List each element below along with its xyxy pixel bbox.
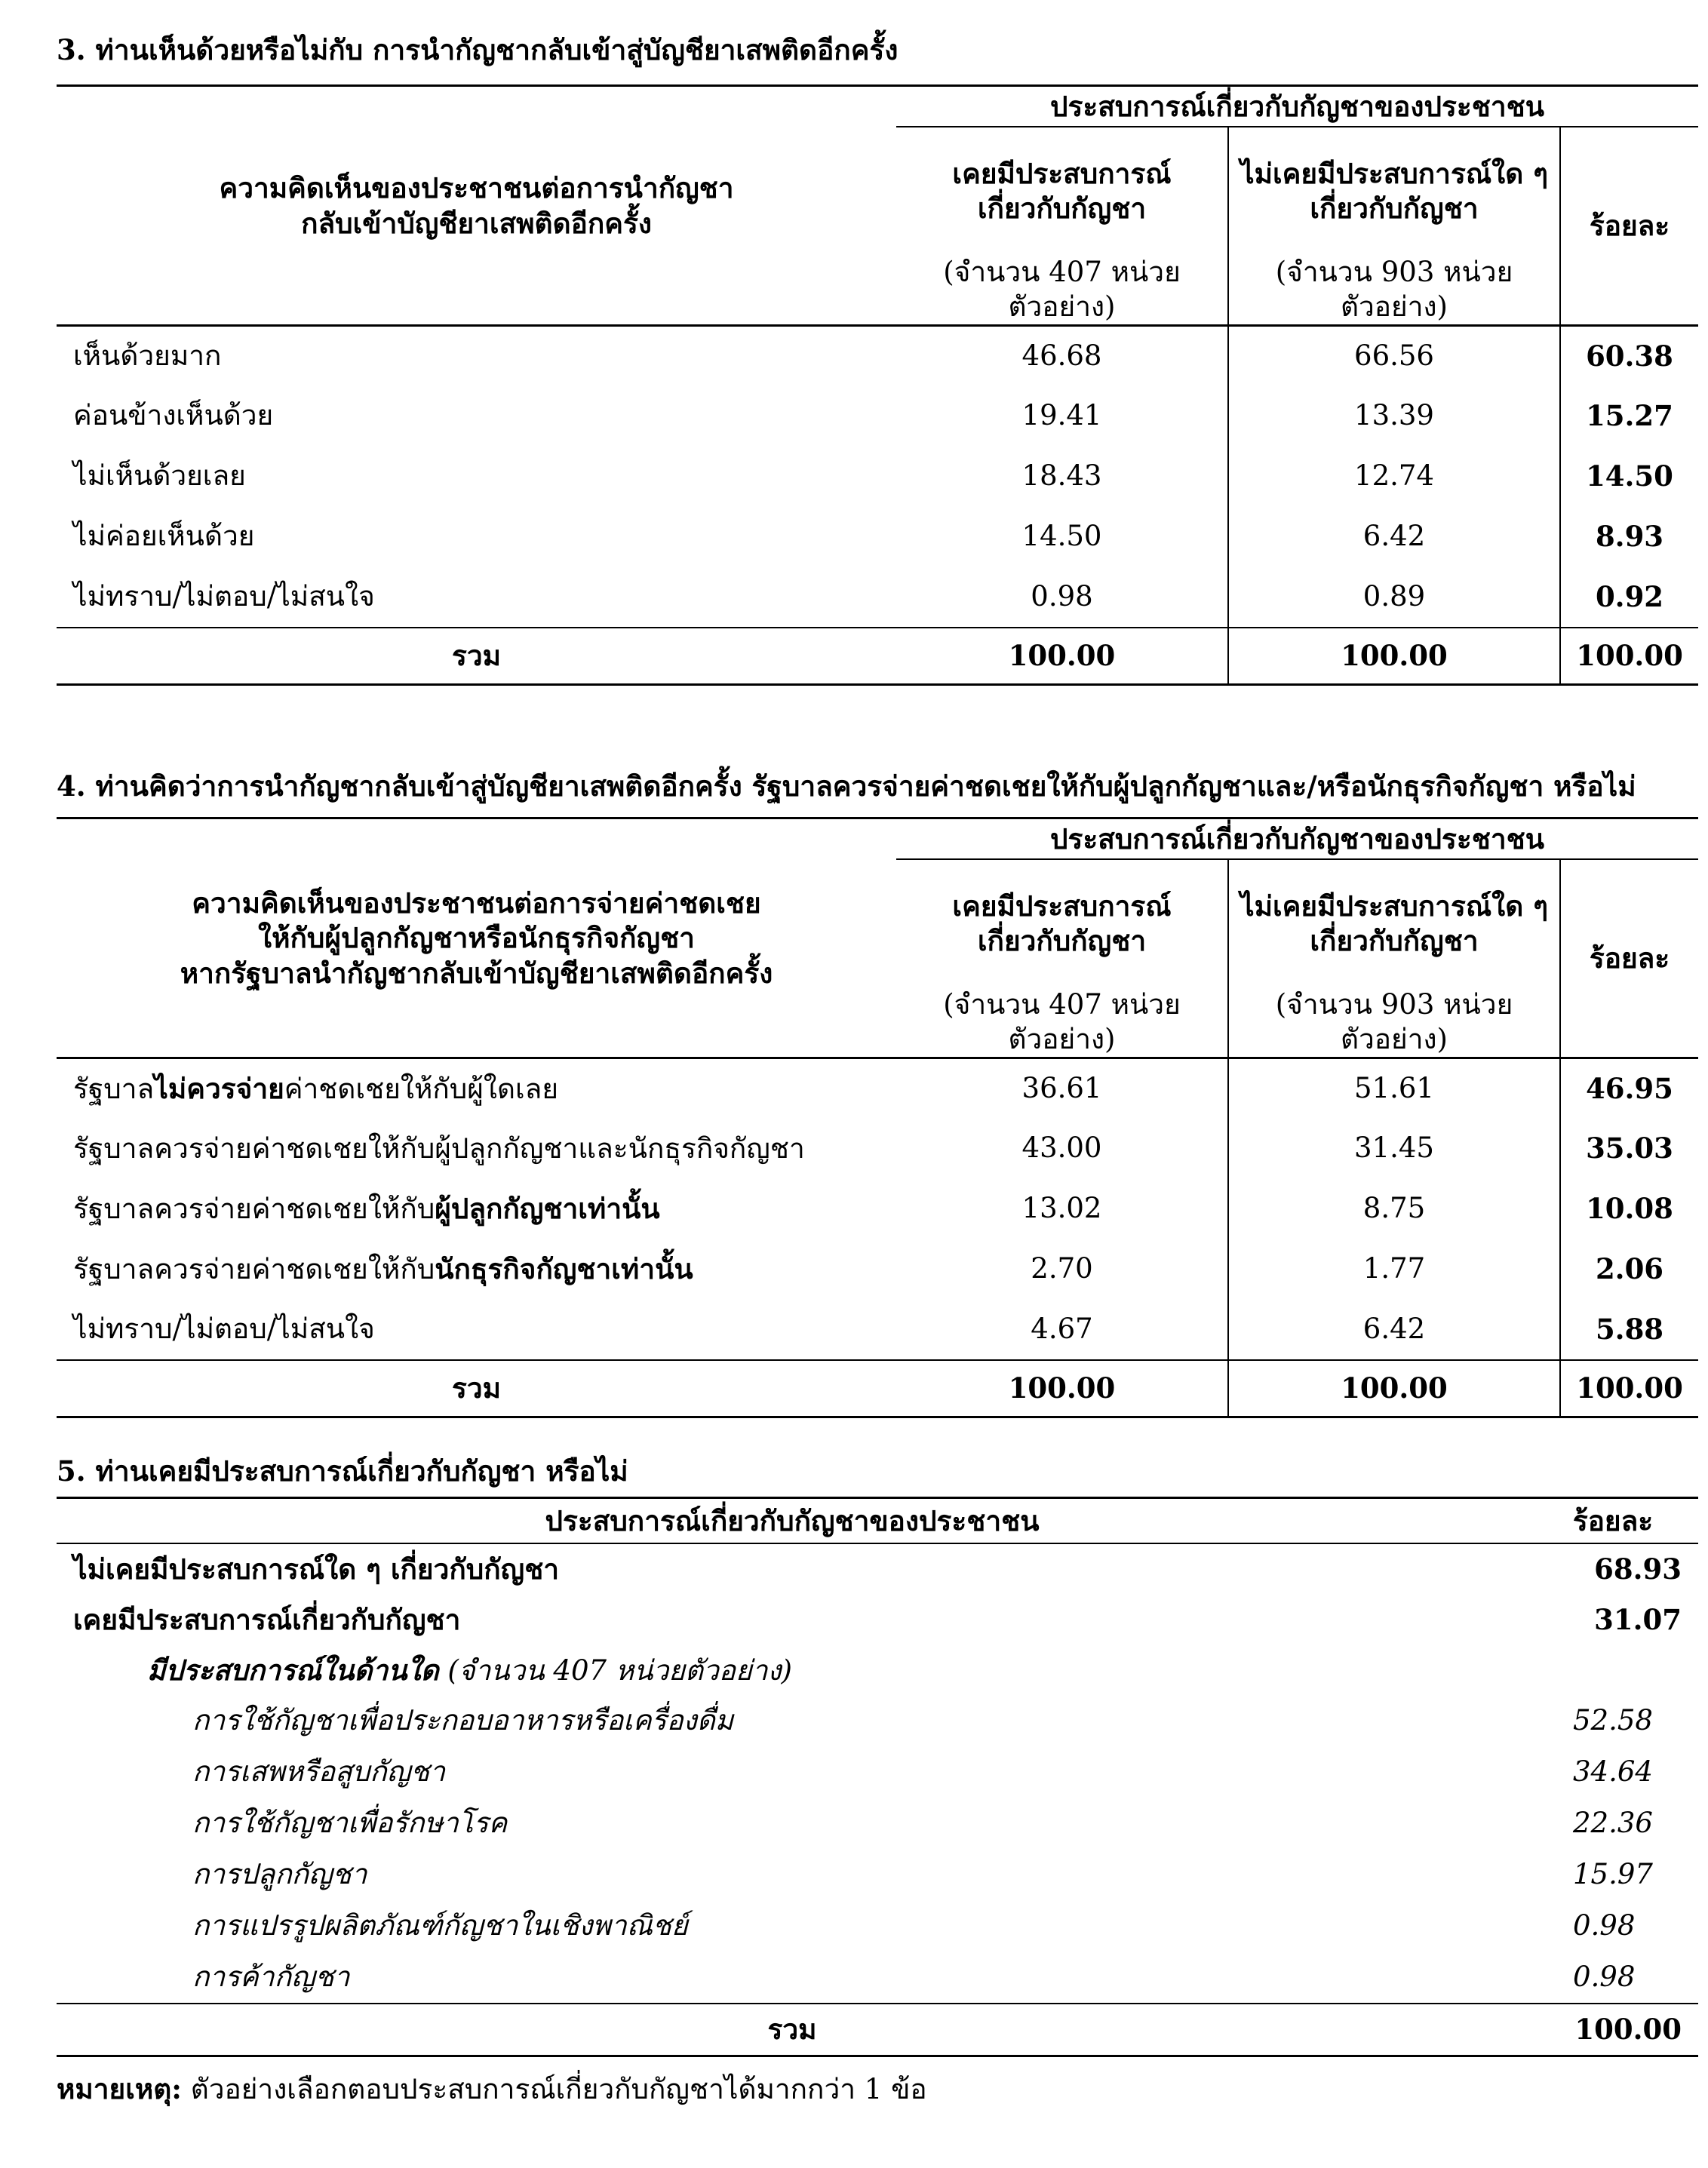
experienced-value: 0.98	[896, 567, 1228, 628]
row-label: ไม่ค่อยเห็นด้วย	[73, 520, 255, 553]
row-label	[57, 1239, 896, 1300]
inexperienced-total: 100.00	[1228, 628, 1560, 685]
sub-row-label: การแปรรูปผลิตภัณฑ์กัญชาในเชิงพาณิชย์	[192, 1909, 688, 1942]
sub-heading-bold: มีประสบการณ์ในด้านใด	[147, 1653, 439, 1687]
list-item	[57, 1901, 1698, 1952]
row-label-text: รัฐบาล	[73, 1072, 155, 1105]
inexperienced-header-line-1: ไม่เคยมีประสบการณ์ใด ๆ	[1240, 156, 1548, 190]
experienced-header-line-1: เคยมีประสบการณ์	[952, 156, 1172, 190]
inexperienced-sample-size: (จำนวน 903 หน่วยตัวอย่าง)	[1228, 987, 1560, 1058]
percent-total: 100.00	[1560, 1360, 1698, 1417]
row-label-emphasis: ไม่ควรจ่าย	[154, 1071, 284, 1105]
inexperienced-header-line-2: เกี่ยวกับกัญชา	[1310, 192, 1479, 225]
experienced-sample-size: (จำนวน 407 หน่วยตัวอย่าง)	[896, 255, 1228, 326]
experienced-value: 4.67	[896, 1300, 1228, 1360]
inexperienced-column-header	[1228, 127, 1560, 255]
row-label: ไม่เคยมีประสบการณ์ใด ๆ เกี่ยวกับกัญชา	[73, 1552, 560, 1586]
inexperienced-column-header	[1228, 859, 1560, 987]
table-row	[57, 1239, 1698, 1300]
inexperienced-value: 12.74	[1228, 447, 1560, 507]
percent-value: 0.92	[1560, 567, 1698, 628]
experienced-header-line-1: เคยมีประสบการณ์	[952, 889, 1172, 923]
percent-value: 14.50	[1560, 447, 1698, 507]
percent-total: 100.00	[1528, 2004, 1698, 2056]
experienced-value: 2.70	[1031, 1252, 1093, 1285]
table-row	[57, 1119, 1698, 1179]
footnote	[57, 2067, 927, 2111]
list-item	[57, 1850, 1698, 1901]
row-label	[57, 1119, 896, 1179]
question-header-line-2: กลับเข้าบัญชียาเสพติดอีกครั้ง	[301, 206, 652, 240]
inexperienced-value: 8.75	[1228, 1179, 1560, 1239]
section-4-table	[57, 817, 1698, 1418]
total-label: รวม	[57, 1360, 896, 1417]
section-4-question-header	[57, 818, 896, 1058]
inexperienced-value: 1.77	[1228, 1239, 1560, 1300]
inexperienced-header-line-1: ไม่เคยมีประสบการณ์ใด ๆ	[1240, 889, 1548, 923]
total-label: รวม	[57, 628, 896, 685]
section-3-question-header	[57, 86, 896, 326]
experienced-total: 100.00	[896, 628, 1228, 685]
row-label-text: รัฐบาลควรจ่ายค่าชดเชยให้กับผู้ปลูกกัญชาและนักธุรกิจกัญชา	[73, 1132, 805, 1165]
inexperienced-value: 66.56	[1228, 326, 1560, 386]
percent-value: 15.27	[1560, 386, 1698, 447]
sub-row-label: การเสพหรือสูบกัญชา	[192, 1755, 446, 1789]
table-row	[57, 1058, 1698, 1119]
table-row	[57, 1300, 1698, 1360]
experienced-value: 46.68	[1021, 339, 1102, 373]
row-label-emphasis: นักธุรกิจกัญชาเท่านั้น	[435, 1251, 693, 1285]
section-5-title: 5. ท่านเคยมีประสบการณ์เกี่ยวกับกัญชา หรือไม่	[57, 1454, 628, 1488]
list-item	[57, 1747, 1698, 1798]
experienced-header-line-2: เกี่ยวกับกัญชา	[977, 192, 1147, 225]
percent-header: ร้อยละ	[1528, 1498, 1698, 1543]
table-row	[57, 326, 1698, 386]
experienced-value: 18.43	[1021, 459, 1102, 493]
total-row	[57, 1360, 1698, 1417]
percent-value: 35.03	[1560, 1119, 1698, 1179]
list-item	[57, 1952, 1698, 2004]
experience-header: ประสบการณ์เกี่ยวกับกัญชาของประชาชน	[57, 1498, 1528, 1543]
sub-heading	[57, 1646, 1528, 1696]
inexperienced-sample-size: (จำนวน 903 หน่วยตัวอย่าง)	[1228, 255, 1560, 326]
sub-row-percent: 0.98	[1528, 1952, 1698, 2004]
row-label-text-end: ค่าชดเชยให้กับผู้ใดเลย	[284, 1072, 559, 1105]
sub-row-label: การปลูกกัญชา	[192, 1858, 367, 1891]
row-label: เห็นด้วยมาก	[73, 339, 222, 373]
experienced-value: 43.00	[1021, 1132, 1102, 1165]
experience-group-header: ประสบการณ์เกี่ยวกับกัญชาของประชาชน	[896, 818, 1698, 859]
total-row	[57, 2004, 1698, 2056]
sub-row-percent: 34.64	[1573, 1755, 1653, 1789]
experienced-value: 19.41	[1021, 399, 1102, 432]
footnote-label: หมายเหตุ:	[57, 2072, 182, 2105]
footnote-text: ตัวอย่างเลือกตอบประสบการณ์เกี่ยวกับกัญชาได้มากกว่า 1 ข้อ	[181, 2073, 927, 2105]
table-row	[57, 1543, 1698, 1595]
percent-total: 100.00	[1560, 628, 1698, 685]
sub-row-label: การใช้กัญชาเพื่อรักษาโรค	[192, 1807, 508, 1840]
section-5-table	[57, 1497, 1698, 2057]
row-label-text: รัฐบาลควรจ่ายค่าชดเชยให้กับ	[73, 1252, 435, 1285]
sub-row-label: การค้ากัญชา	[57, 1952, 1528, 2004]
experienced-value: 14.50	[1021, 520, 1102, 553]
experienced-header-line-2: เกี่ยวกับกัญชา	[977, 924, 1147, 957]
inexperienced-value: 31.45	[1228, 1119, 1560, 1179]
row-label	[57, 1058, 896, 1119]
table-row	[57, 447, 1698, 507]
percent-value: 2.06	[1560, 1239, 1698, 1300]
percent-value: 5.88	[1560, 1300, 1698, 1360]
sub-row-label: การใช้กัญชาเพื่อประกอบอาหารหรือเครื่องดื่ม	[192, 1704, 734, 1737]
percent-value: 46.95	[1560, 1058, 1698, 1119]
question-header-line-3: หากรัฐบาลนำกัญชากลับเข้าบัญชียาเสพติดอีกครั้ง	[180, 956, 773, 990]
total-row	[57, 628, 1698, 685]
percent-value: 68.93	[1594, 1552, 1682, 1586]
experienced-column-header	[896, 859, 1228, 987]
question-header-line-1: ความคิดเห็นของประชาชนต่อการจ่ายค่าชดเชย	[192, 886, 761, 920]
table-row	[57, 386, 1698, 447]
sub-row-percent: 22.36	[1573, 1807, 1653, 1840]
experienced-sample-size: (จำนวน 407 หน่วยตัวอย่าง)	[896, 987, 1228, 1058]
sub-row-percent: 15.97	[1573, 1858, 1653, 1891]
experienced-column-header	[896, 127, 1228, 255]
sub-row-percent: 0.98	[1573, 1909, 1636, 1942]
experienced-total: 100.00	[896, 1360, 1228, 1417]
table-row	[57, 1179, 1698, 1239]
sub-row-percent: 52.58	[1573, 1704, 1653, 1737]
inexperienced-value: 6.42	[1228, 1300, 1560, 1360]
section-3-title: 3. ท่านเห็นด้วยหรือไม่กับ การนำกัญชากลับเข้าสู่บัญชียาเสพติดอีกครั้ง	[57, 33, 899, 66]
list-item	[57, 1798, 1698, 1850]
inexperienced-value: 0.89	[1228, 567, 1560, 628]
row-label-text: ไม่ทราบ/ไม่ตอบ/ไม่สนใจ	[73, 1313, 375, 1346]
inexperienced-value: 6.42	[1228, 507, 1560, 567]
sub-heading-row	[57, 1646, 1698, 1696]
section-3-table	[57, 84, 1698, 686]
row-label-text: รัฐบาลควรจ่ายค่าชดเชยให้กับ	[73, 1192, 435, 1225]
experienced-value: 36.61	[1021, 1072, 1102, 1105]
percent-value: 60.38	[1560, 326, 1698, 386]
inexperienced-header-line-2: เกี่ยวกับกัญชา	[1310, 924, 1479, 957]
row-label	[57, 1300, 896, 1360]
row-label: ไม่เห็นด้วยเลย	[73, 459, 246, 493]
percent-value: 31.07	[1594, 1603, 1682, 1637]
row-label	[57, 1179, 896, 1239]
table-row	[57, 1595, 1698, 1646]
inexperienced-value: 51.61	[1228, 1058, 1560, 1119]
sub-heading-rest: (จำนวน 407 หน่วยตัวอย่าง)	[438, 1654, 792, 1687]
table-row	[57, 507, 1698, 567]
percent-column-header: ร้อยละ	[1560, 859, 1698, 1058]
table-row	[57, 567, 1698, 628]
percent-value: 8.93	[1560, 507, 1698, 567]
row-label: เคยมีประสบการณ์เกี่ยวกับกัญชา	[73, 1603, 461, 1637]
row-label: ไม่ทราบ/ไม่ตอบ/ไม่สนใจ	[57, 567, 896, 628]
row-label-emphasis: ผู้ปลูกกัญชาเท่านั้น	[435, 1191, 660, 1225]
inexperienced-value: 13.39	[1228, 386, 1560, 447]
inexperienced-total: 100.00	[1228, 1360, 1560, 1417]
percent-value: 10.08	[1560, 1179, 1698, 1239]
experienced-value: 13.02	[1021, 1192, 1102, 1225]
experience-group-header: ประสบการณ์เกี่ยวกับกัญชาของประชาชน	[896, 86, 1698, 127]
question-header-line-2: ให้กับผู้ปลูกกัญชาหรือนักธุรกิจกัญชา	[258, 921, 695, 955]
row-label: ค่อนข้างเห็นด้วย	[73, 399, 274, 432]
question-header-line-1: ความคิดเห็นของประชาชนต่อการนำกัญชา	[219, 171, 734, 205]
percent-column-header: ร้อยละ	[1560, 127, 1698, 326]
list-item	[57, 1696, 1698, 1747]
section-4-title: 4. ท่านคิดว่าการนำกัญชากลับเข้าสู่บัญชียาเสพติดอีกครั้ง รัฐบาลควรจ่ายค่าชดเชยให้กับผู้ปลูกกัญชาและ/หรือนักธุรกิจกัญชา หรือไม่	[57, 769, 1636, 803]
total-label: รวม	[57, 2004, 1528, 2056]
